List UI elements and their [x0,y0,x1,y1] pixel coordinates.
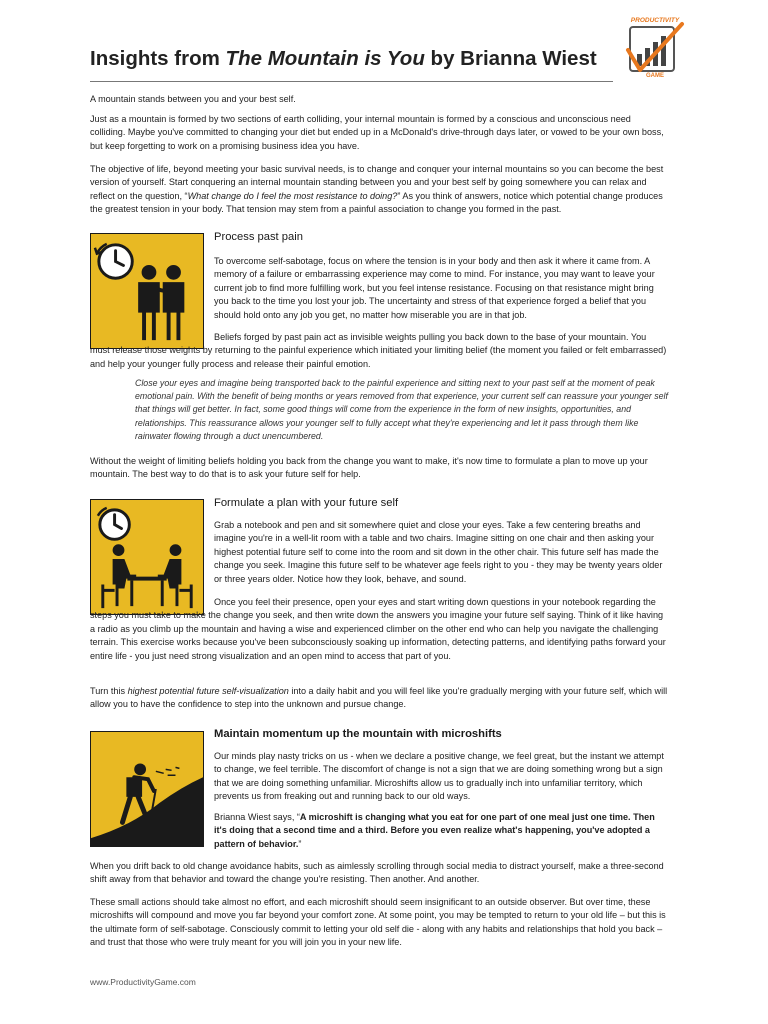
footer-website-link[interactable]: www.ProductivityGame.com [90,977,196,987]
section1-paragraph-1: To overcome self-sabotage, focus on where the tension is in your body and then ask it where it came from. A memory of a failure or embarrassing experience may come to mind. For instance, you may want to leave your current job to find more fulfilling work, but you feel intense resistance. Focusing on that resistance might bring you back to the time you lost your job. The uncertainty and stress of that experience forged a belief that you should hold onto any job you get, no matter how miserable you are in that job. [214,256,655,320]
productivity-game-logo [624,14,686,78]
page-title: Insights from The Mountain is You by Brianna Wiest [90,47,597,70]
section3-paragraph-1: Our minds play nasty tricks on us - when we declare a positive change, we feel great, but the instant we attempt to change, we feel terrible. The discomfort of change is not a sign that we are doing something wrong but a sign that we are doing something unfamiliar. Microshifts allow us to gradually inch into unfamiliar territory, which prevents us from freaking out and running back to our old ways. [214,751,664,802]
title-divider [90,81,613,82]
section3-microshift-quote: Brianna Wiest says, “A microshift is changing what you eat for one part of one meal just one time. Then it's doing that a second time and a third. Before you even realize what's happening, you've adopted a pattern of behavior.” [214,812,655,849]
section1-visualization-quote: Close your eyes and imagine being transported back to the painful experience and sitting next to your past self at the moment of peak emotional pain. With the benefit of being months or years removed from that experience, your current self can reassure your younger self that things will get better. In fact, some good things will come from the experience in the form of new insights, opportunities, and relationships. This reassurance allows your younger self to fully accept what they're experiencing and let it pass through them like rainwater flowing through a duct unencumbered. [135,378,668,441]
hiker-climbing-mountain-icon [90,731,204,847]
intro-lead: A mountain stands between you and your best self. [90,94,296,104]
section1-transition-paragraph: Without the weight of limiting beliefs holding you back from the change you want to make, it's now time to formulate a plan to move up your mountain. The best way to do that is to ask your future self for help. [90,456,648,480]
intro-paragraph: Just as a mountain is formed by two sections of earth colliding, your internal mountain is formed by a conscious and unconscious need colliding. Maybe you've committed to changing your diet but ended up in a McDonald's drive-through days later, or vowed to be your own boss, but keep forgetting to work on a promising business idea you have. [90,114,664,151]
section-heading-process-past-pain: Process past pain [214,231,303,243]
section-heading-formulate-plan: Formulate a plan with your future self [214,497,399,509]
section2-habit-paragraph: Turn this highest potential future self-visualization into a daily habit and you will feel like you're gradually merging with your future self, which will allow you to have the confidence to step into the unknown and pursue change. [90,686,668,710]
section1-paragraph-2: Beliefs forged by past pain act as invisible weights pulling you back down to the base of your mountain. You must release those weights by returning to the painful experience which initiated your limiting belief (the moment you failed or felt embarrassed) and help your younger fully process and release their painful emotion. [90,332,667,369]
intro-objective-paragraph: The objective of life, beyond meeting your basic survival needs, is to change and conquer your internal mountains so you can become the best version of yourself. Start conquering an internal mountain standing between you and your best self by going somewhere you can relax and reflect on the question, “What change do I feel the most resistance to doing?” As you think of answers, notice which potential change produces the greatest tension in your body. That tension may stem from a painful association to change you formed in the past. [90,164,664,215]
section3-paragraph-4: These small actions should take almost no effort, and each microshift should seem insignificant to an outside observer. But over time, these microshifts will compound and move you far beyond your comfort zone. At some point, you may be tempted to return to your old life – but this is the ultimate form of self-sabotage. Consciously commit to letting your old self die - along with any habits and relationships that hold you back – and trust that those who were truly meant for you will join you in your new life. [90,897,666,948]
section-heading-maintain-momentum: Maintain momentum up the mountain with microshifts [214,728,502,740]
section3-paragraph-3: When you drift back to old change avoidance habits, such as aimlessly scrolling through social media to distract yourself, make a three-second shift away from that behavior and toward the change you're resisting. Then another. And another. [90,861,664,885]
section2-paragraph-1: Grab a notebook and pen and sit somewhere quiet and close your eyes. Take a few centering breaths and imagine you're in a well-lit room with a table and two chairs. Imagine sitting on one chair and then asking your highest potential future self to come into the room and sit down in the other chair. This future self has made the change you seek. Imagine this future self to be whatever age feels right to you - they may be twenty years older or three years older. Notice how they look, behave, and sound. [214,520,663,584]
svg-text:PRODUCTIVITY: PRODUCTIVITY [630,17,680,24]
section2-paragraph-2: Once you feel their presence, open your eyes and start writing down questions in your notebook regarding the steps you must take to make the change you seek, and then write down the answers you imagine your future self saying. Think of it like having a radio as you climb up the mountain and having a wise and experienced climber on the other end who can help you navigate the challenging terrain. This exercise works because you've been subconsciously soaking up information, detecting patterns, and identifying paths forward your entire life - you just need strong visualization and an open mind to access that part of you. [90,597,666,661]
svg-text:GAME: GAME [646,73,664,78]
